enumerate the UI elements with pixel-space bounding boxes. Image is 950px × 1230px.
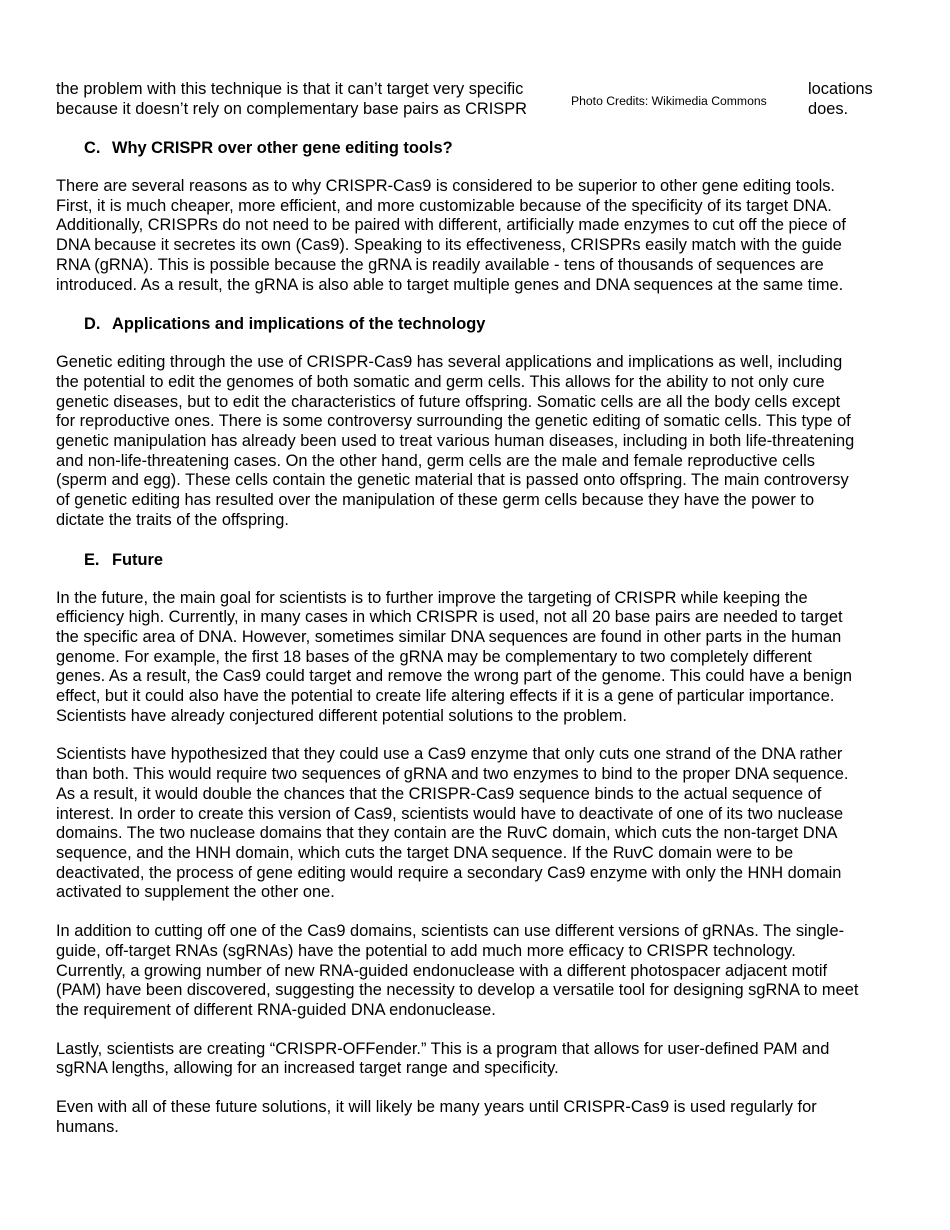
text-line: the specific area of DNA. However, sometimes similar DNA sequences are found in other parts in the human <box>56 627 842 646</box>
text-line: sequence, and the HNH domain, which cuts the target DNA sequence. If the RuvC domain were to be <box>56 843 794 862</box>
paragraph <box>56 177 898 295</box>
text-line: There are several reasons as to why CRISPR-Cas9 is considered to be superior to other gene editing tools. <box>56 177 835 195</box>
text-line: activated to supplement the other one. <box>56 883 335 902</box>
paragraph <box>56 922 898 1021</box>
photo-credit-caption: Photo Credits: Wikimedia Commons <box>571 94 767 108</box>
text-line: genetic manipulation has already been used to treat various human diseases, including in both life-threatening <box>56 432 855 451</box>
text-line: Currently, a growing number of new RNA-guided endonuclease with a different photospacer adjacent motif <box>56 961 828 980</box>
text-line: genes. As a result, the Cas9 could target and remove the wrong part of the genome. This could have a benign <box>56 667 853 686</box>
text-line: locations <box>808 80 873 98</box>
text-line: the potential to edit the genomes of both somatic and germ cells. This allows for the ability to not only cure <box>56 372 825 391</box>
text-line: does. <box>808 100 849 118</box>
section-title: Future <box>112 550 163 569</box>
text-line: than both. This would require two sequences of gRNA and two enzymes to bind to the proper DNA sequence. <box>56 765 849 784</box>
text-line: genetic diseases, but to edit the characteristics of future offspring. Somatic cells are all the body cells except <box>56 392 841 411</box>
text-line: DNA because it secretes its own (Cas9). Speaking to its effectiveness, CRISPRs easily match with the guide <box>56 236 842 255</box>
text-line: deactivated, the process of gene editing would require a secondary Cas9 enzyme with only the HNH domain <box>56 863 842 882</box>
text-line: In addition to cutting off one of the Cas9 domains, scientists can use different versions of gRNAs. The single- <box>56 922 845 941</box>
text-line: Genetic editing through the use of CRISPR-Cas9 has several applications and implications as well, including <box>56 353 843 372</box>
section-title: Why CRISPR over other gene editing tools? <box>112 139 453 157</box>
section-title: Applications and implications of the technology <box>112 315 486 334</box>
text-line: guide, off-target RNAs (sgRNAs) have the potential to add much more efficacy to CRISPR technology. <box>56 941 796 960</box>
text-line: efficiency high. Currently, in many cases in which CRISPR is used, not all 20 base pairs are needed to target <box>56 608 843 627</box>
text-line: Scientists have already conjectured different potential solutions to the problem. <box>56 706 627 725</box>
text-line: of genetic editing has resulted over the manipulation of these germ cells because they have the power to <box>56 491 815 510</box>
section-heading-e <box>56 550 898 570</box>
paragraph <box>56 589 898 727</box>
text-line: domains. The two nuclease domains that they contain are the RuvC domain, which cuts the non-target DNA <box>56 824 838 843</box>
section-heading-c <box>56 138 898 158</box>
text-line: As a result, it would double the chances that the CRISPR-Cas9 sequence binds to the actual sequence of <box>56 784 822 803</box>
text-line: effect, but it could also have the potential to create life altering effects if it is a gene of particular importance. <box>56 687 835 706</box>
text-line: introduced. As a result, the gRNA is also able to target multiple genes and DNA sequences at the same time. <box>56 275 844 294</box>
intro-text-continued <box>808 79 873 119</box>
text-line: and non-life-threatening cases. On the other hand, germ cells are the male and female reproductive cells <box>56 451 815 470</box>
text-line: Lastly, scientists are creating “CRISPR-OFFender.” This is a program that allows for user-defined PAM and <box>56 1039 830 1058</box>
paragraph <box>56 745 898 903</box>
text-line: the requirement of different RNA-guided DNA endonuclease. <box>56 1000 496 1019</box>
paragraph <box>56 1098 898 1137</box>
text-line: Scientists have hypothesized that they could use a Cas9 enzyme that only cuts one strand of the DNA rather <box>56 745 843 764</box>
text-line: interest. In order to create this version of Cas9, scientists would have to deactivate of one of its two nuclease <box>56 804 844 823</box>
text-line: RNA (gRNA). This is possible because the gRNA is readily available - tens of thousands of sequences are <box>56 255 824 274</box>
section-letter: D. <box>84 315 101 334</box>
text-line: sgRNA lengths, allowing for an increased target range and specificity. <box>56 1059 559 1078</box>
text-line: (sperm and egg). These cells contain the genetic material that is passed onto offspring. The main controversy <box>56 471 849 490</box>
text-line: dictate the traits of the offspring. <box>56 510 289 529</box>
section-letter: C. <box>84 139 101 157</box>
text-line: because it doesn’t rely on complementary base pairs as CRISPR <box>56 100 527 118</box>
document-page <box>56 79 898 1137</box>
text-line: humans. <box>56 1117 119 1136</box>
section-heading-d <box>56 314 898 334</box>
text-line: genome. For example, the first 18 bases of the gRNA may be complementary to two completely different <box>56 647 812 666</box>
text-line: First, it is much cheaper, more efficient, and more customizable because of the specificity of its target DNA. <box>56 196 832 215</box>
text-line: Even with all of these future solutions, it will likely be many years until CRISPR-Cas9 is used regularly for <box>56 1098 817 1117</box>
intro-block <box>56 79 898 123</box>
text-line: for reproductive ones. There is some controversy surrounding the genetic editing of somatic cells. This type of <box>56 412 851 431</box>
paragraph <box>56 353 898 530</box>
section-letter: E. <box>84 550 100 569</box>
text-line: (PAM) have been discovered, suggesting the necessity to develop a versatile tool for designing sgRNA to meet <box>56 981 859 1000</box>
paragraph <box>56 1040 898 1079</box>
text-line: Additionally, CRISPRs do not need to be paired with different, artificially made enzymes to cut off the piece of <box>56 216 846 235</box>
text-line: the problem with this technique is that it can’t target very specific <box>56 80 524 98</box>
intro-text <box>56 79 556 119</box>
text-line: In the future, the main goal for scientists is to further improve the targeting of CRISPR while keeping the <box>56 588 808 607</box>
